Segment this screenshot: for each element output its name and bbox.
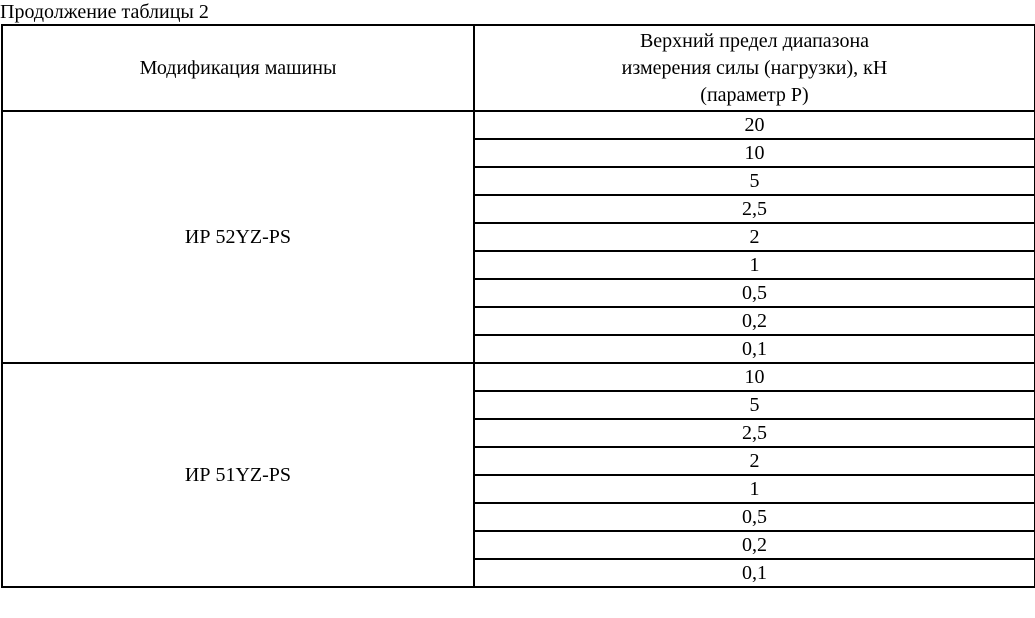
value-cell: 1 — [474, 475, 1035, 503]
header-model: Модификация машины — [2, 25, 474, 111]
value-cell: 5 — [474, 391, 1035, 419]
value-cell: 0,1 — [474, 335, 1035, 363]
value-cell: 10 — [474, 139, 1035, 167]
value-cell: 20 — [474, 111, 1035, 139]
table-row — [2, 111, 1035, 139]
value-cell: 10 — [474, 363, 1035, 391]
table-header-row — [2, 25, 1035, 111]
value-cell: 1 — [474, 251, 1035, 279]
value-cell: 2 — [474, 223, 1035, 251]
value-cell: 0,2 — [474, 307, 1035, 335]
table-caption: Продолжение таблицы 2 — [0, 1, 209, 23]
header-upper-limit — [474, 25, 1035, 111]
header-upper-limit-line-1: Верхний предел диапазона — [639, 29, 870, 52]
value-cell: 0,1 — [474, 559, 1035, 587]
value-cell: 0,5 — [474, 279, 1035, 307]
value-cell: 5 — [474, 167, 1035, 195]
value-cell: 0,5 — [474, 503, 1035, 531]
value-cell: 2 — [474, 447, 1035, 475]
header-upper-limit-line-3: (параметр Р) — [700, 83, 809, 106]
model-cell-ir52: ИР 52YZ-PS — [2, 111, 474, 363]
model-cell-ir51: ИР 51YZ-PS — [2, 363, 474, 587]
header-upper-limit-line-2: измерения силы (нагрузки), кН — [621, 56, 888, 79]
value-cell: 2,5 — [474, 195, 1035, 223]
specification-table — [1, 24, 1035, 588]
table-row — [2, 363, 1035, 391]
value-cell: 2,5 — [474, 419, 1035, 447]
value-cell: 0,2 — [474, 531, 1035, 559]
